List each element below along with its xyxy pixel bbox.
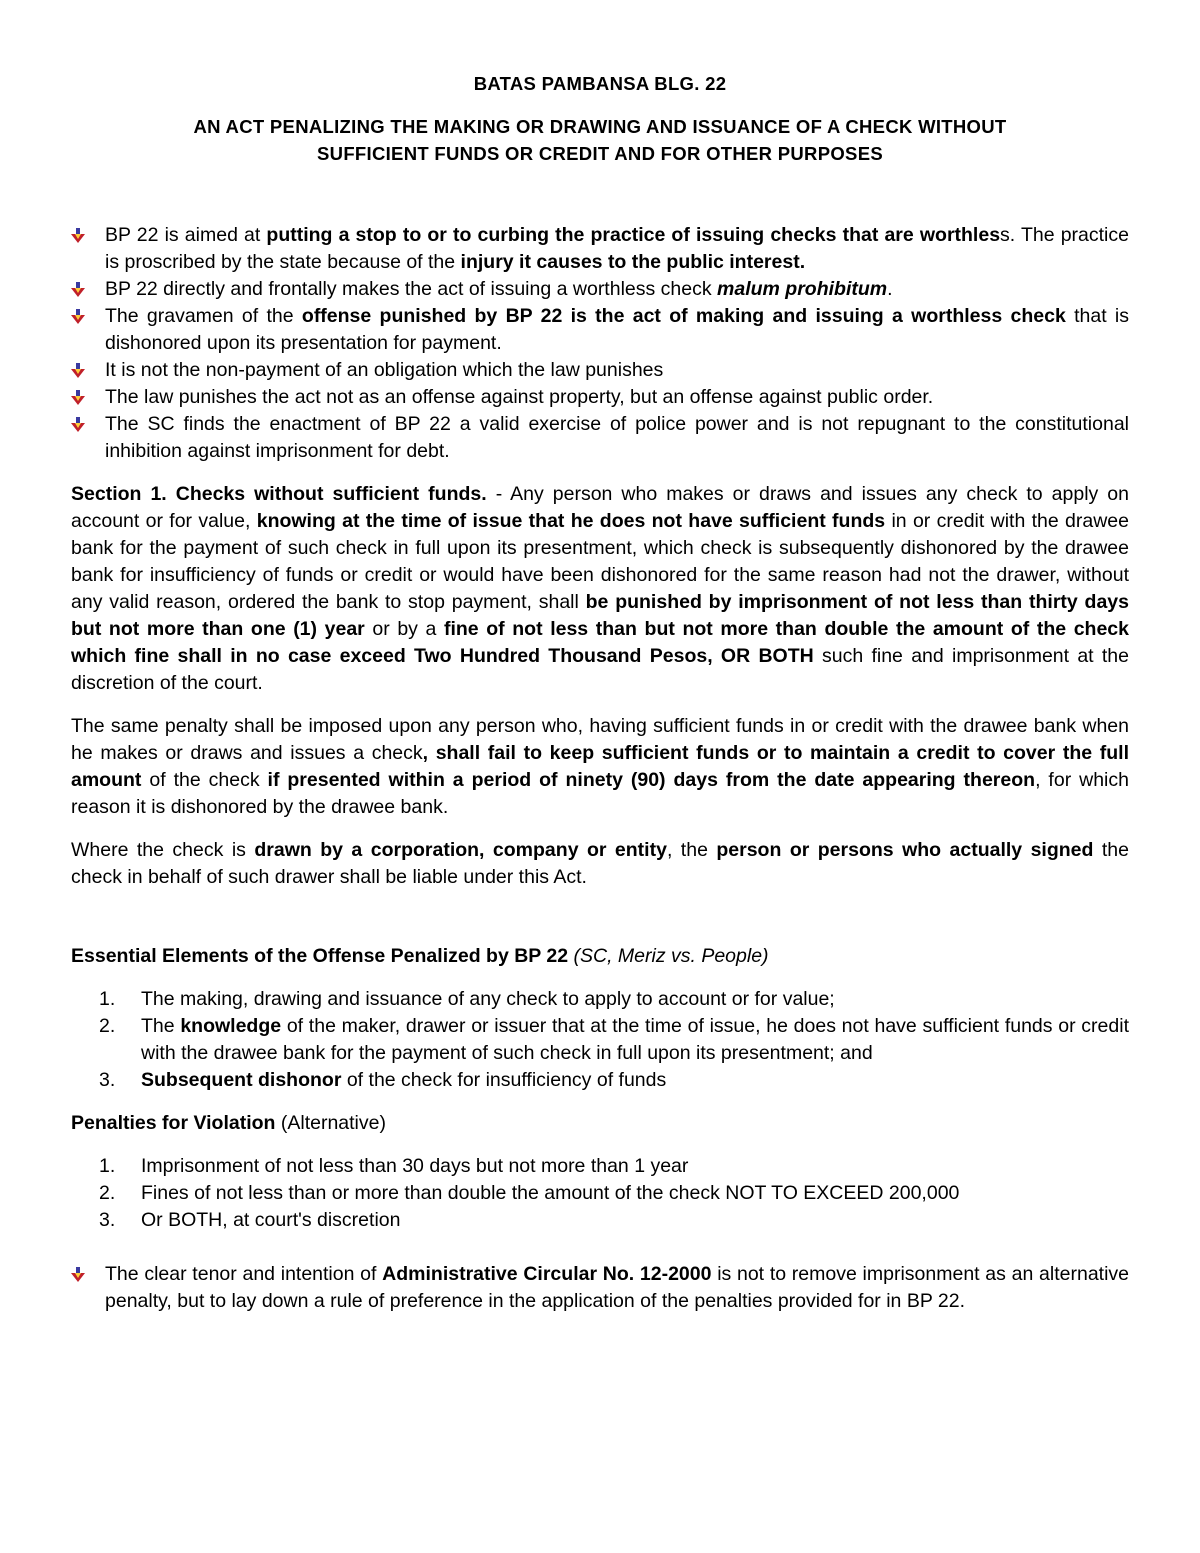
elements-list [71, 986, 1129, 1094]
arrow-bullet-icon [71, 228, 85, 243]
arrow-bullet-icon [71, 309, 85, 324]
section-1-paragraph-3: Where the check is drawn by a corporation, company or entity, the person or persons who actually signed the check in behalf of such drawer shall be liable under this Act. [71, 839, 1129, 888]
section-1-paragraph-2: The same penalty shall be imposed upon any person who, having sufficient funds in or credit with the drawee bank when he makes or draws and issues a check, shall fail to keep sufficient funds or to maintain a credit to cover the full amount of the check if presented within a period of ninety (90) days from the date appearing thereon, for which reason it is dishonored by the drawee bank. [71, 715, 1130, 818]
arrow-bullet-icon [71, 417, 85, 432]
list-item: 2. The knowledge of the maker, drawer or issuer that at the time of issue, he does not have sufficient funds or credit with the drawee bank for the payment of such check in full upon its presentment; and [99, 1015, 1129, 1064]
bullet-item: The gravamen of the offense punished by BP 22 is the act of making and issuing a worthless check that is dishonored upon its presentation for payment. [71, 303, 1129, 357]
bullet-item: BP 22 directly and frontally makes the act of issuing a worthless check malum prohibitum. [71, 276, 1129, 303]
list-item: 2. Fines of not less than or more than double the amount of the check NOT TO EXCEED 200,000 [99, 1182, 960, 1204]
bullet-item: The SC finds the enactment of BP 22 a valid exercise of police power and is not repugnant to the constitutional inhibition against imprisonment for debt. [71, 411, 1129, 465]
final-bullet-item: The clear tenor and intention of Administrative Circular No. 12-2000 is not to remove imprisonment as an alternative penalty, but to lay down a rule of preference in the application of the penalties provided for in BP 22. [71, 1261, 1129, 1315]
penalties-heading: Penalties for Violation (Alternative) [71, 1112, 386, 1134]
bullet-item: The law punishes the act not as an offense against property, but an offense against public order. [71, 384, 1129, 411]
bullet-item: BP 22 is aimed at putting a stop to or to curbing the practice of issuing checks that are worthless. The practice is proscribed by the state because of the injury it causes to the public interest. [71, 222, 1129, 276]
bullet-item: It is not the non-payment of an obligation which the law punishes [71, 357, 1129, 384]
list-item: 3. Subsequent dishonor of the check for insufficiency of funds [99, 1069, 667, 1091]
document-page [71, 70, 1129, 1315]
list-item: 1. The making, drawing and issuance of any check to apply to account or for value; [99, 988, 835, 1010]
section-1-paragraph-1: Section 1. Checks without sufficient funds. - Any person who makes or draws and issues any check to apply on account or for value, knowing at the time of issue that he does not have sufficient funds in or credit with the drawee bank for the payment of such check in full upon its presentment, which check is subsequently dishonored by the drawee bank for insufficiency of funds or credit or would have been dishonored for the same reason had not the drawer, without any valid reason, ordered the bank to stop payment, shall be punished by imprisonment of not less than thirty days but not more than one (1) year or by a fine of not less than but not more than double the amount of the check which fine shall in no case exceed Two Hundred Thousand Pesos, OR BOTH such fine and imprisonment at the discretion of the court. [71, 483, 1129, 694]
elements-heading: Essential Elements of the Offense Penalized by BP 22 (SC, Meriz vs. People) [71, 945, 769, 967]
list-item: 3. Or BOTH, at court's discretion [99, 1209, 401, 1231]
arrow-bullet-icon [71, 363, 85, 378]
penalties-list [71, 1153, 1129, 1234]
document-title: BATAS PAMBANSA BLG. 22 [473, 73, 727, 94]
subtitle-line-1: AN ACT PENALIZING THE MAKING OR DRAWING AND ISSUANCE OF A CHECK WITHOUT [193, 116, 1007, 137]
arrow-bullet-icon [71, 1267, 85, 1282]
bullet-list [71, 222, 1129, 465]
list-item: 1. Imprisonment of not less than 30 days but not more than 1 year [99, 1155, 689, 1177]
section-1-heading: Section 1. Checks without sufficient funds. [71, 483, 487, 505]
arrow-bullet-icon [71, 390, 85, 405]
subtitle-line-2: SUFFICIENT FUNDS OR CREDIT AND FOR OTHER PURPOSES [317, 143, 883, 164]
arrow-bullet-icon [71, 282, 85, 297]
document-subtitle [71, 113, 1129, 167]
